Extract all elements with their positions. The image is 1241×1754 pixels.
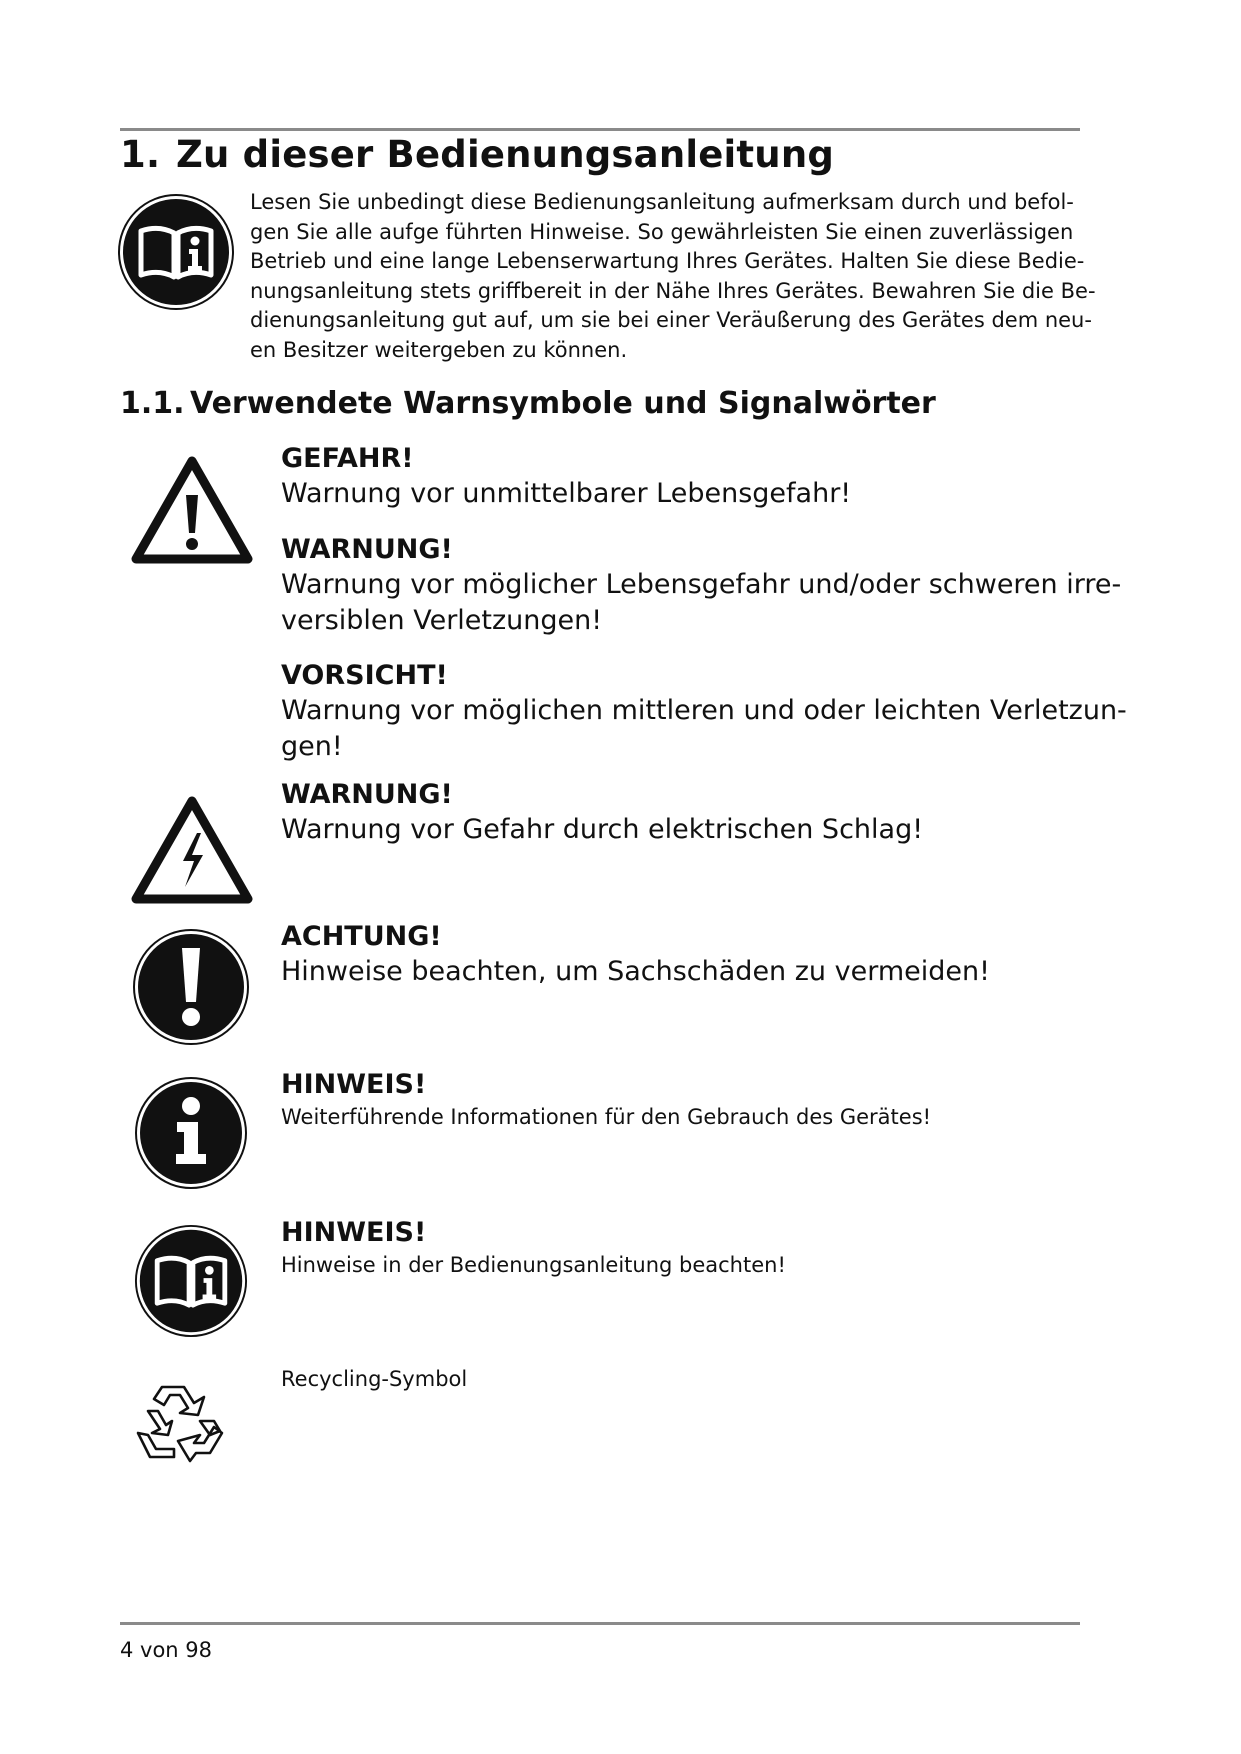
subsection-title: Verwendete Warnsymbole und Signalwörter (190, 386, 936, 421)
signal-word: HINWEIS! (281, 1217, 427, 1248)
intro-line: dienungsanleitung gut auf, um sie bei einer Veräußerung des Gerätes dem neu- (250, 308, 1092, 332)
intro-line: en Besitzer weitergeben zu können. (250, 337, 628, 362)
manual-info-icon (134, 1224, 248, 1338)
signal-description (281, 476, 1081, 512)
description-line: versiblen Verletzungen! (281, 605, 603, 636)
signal-entry-vorsicht (281, 659, 1127, 765)
signal-entry-gefahr (281, 442, 1081, 512)
subsection-heading (120, 386, 936, 421)
electric-shock-triangle-icon (131, 795, 253, 905)
page-number: 4 von 98 (120, 1638, 213, 1662)
section-heading (120, 133, 834, 176)
intro-line: Betrieb und eine lange Lebenserwartung Ihres Gerätes. Halten Sie diese Bedie- (250, 249, 1085, 273)
intro-line: Lesen Sie unbedingt diese Bedienungsanleitung aufmerksam durch und befol- (250, 190, 1074, 214)
signal-description (281, 567, 1122, 639)
signal-word: WARNUNG! (281, 534, 453, 565)
description-line: Hinweise in der Bedienungsanleitung beachten! (281, 1253, 786, 1277)
description-line: Hinweise beachten, um Sachschäden zu vermeiden! (281, 956, 990, 987)
signal-description (281, 1102, 1081, 1132)
description-line: Warnung vor möglichen mittleren und oder leichten Verletzun- (281, 695, 1127, 726)
description-line: Warnung vor Gefahr durch elektrischen Schlag! (281, 814, 924, 845)
signal-word: GEFAHR! (281, 443, 414, 474)
info-circle-icon (134, 1076, 248, 1190)
footer-rule (120, 1622, 1080, 1625)
signal-entry-achtung (281, 920, 1081, 990)
signal-description (281, 693, 1127, 765)
signal-description (281, 812, 1081, 848)
recycling-icon (134, 1381, 226, 1467)
section-number: 1. (120, 133, 161, 176)
intro-line: gen Sie alle aufge führten Hinweise. So gewährleisten Sie einen zuverlässigen (250, 219, 1074, 244)
description-line: Recycling-Symbol (281, 1367, 468, 1391)
warning-triangle-icon (131, 455, 253, 565)
description-line: Warnung vor möglicher Lebensgefahr und/oder schweren irre- (281, 569, 1122, 600)
signal-entry-warnung-electric (281, 778, 1081, 848)
signal-entry-hinweis-manual (281, 1216, 1081, 1280)
signal-entry-warnung (281, 533, 1122, 639)
description-line: Warnung vor unmittelbarer Lebensgefahr! (281, 478, 852, 509)
signal-description (281, 1250, 1081, 1280)
intro-paragraph (250, 188, 1096, 365)
manual-info-icon (117, 193, 235, 311)
subsection-number: 1.1. (120, 386, 185, 421)
signal-entry-hinweis-info (281, 1068, 1081, 1132)
signal-word: VORSICHT! (281, 660, 448, 691)
signal-description (281, 954, 1081, 990)
top-rule (120, 128, 1080, 131)
description-line: gen! (281, 731, 343, 762)
signal-word: ACHTUNG! (281, 921, 442, 952)
signal-description (281, 1364, 1081, 1394)
intro-line: nungsanleitung stets griffbereit in der Nähe Ihres Gerätes. Bewahren Sie die Be- (250, 278, 1096, 303)
exclamation-circle-icon (132, 928, 250, 1046)
section-title: Zu dieser Bedienungsanleitung (176, 133, 835, 176)
signal-word: HINWEIS! (281, 1069, 427, 1100)
description-line: Weiterführende Informationen für den Gebrauch des Gerätes! (281, 1105, 932, 1129)
signal-word: WARNUNG! (281, 779, 453, 810)
recycling-entry (281, 1364, 1081, 1394)
